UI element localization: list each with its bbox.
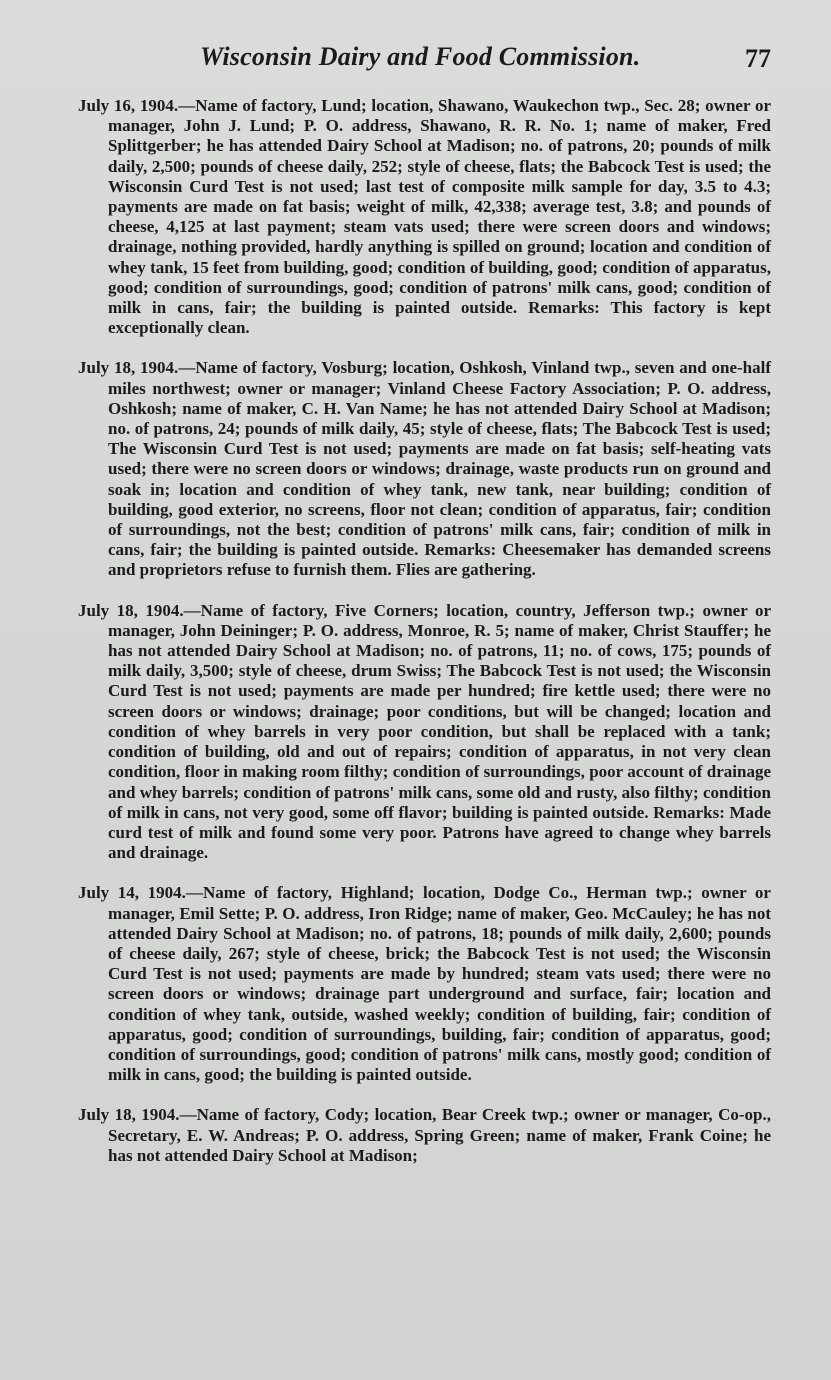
entry-date: July 18, 1904.	[78, 1105, 180, 1125]
entry-cody	[78, 1105, 771, 1166]
entry-date: July 18, 1904.	[78, 358, 179, 378]
entry-text: —Name of factory, Highland; location, Dodge Co., Herman twp.; owner or manager, Emil Sette; P. O. address, Iron Ridge; name of maker, Geo. McCauley; he has not attended Dairy School at Madison; no. of patrons, 18; pounds of milk daily, 2,600; pounds of cheese daily, 267; style of cheese, brick; the Babcock Test is not used; the Wisconsin Curd Test is not used; payments are made by hundred; steam vats used; there were no screen doors or windows; drainage part underground and surface, fair; location and condition of whey tank, outside, washed weekly; condition of building, fair; condition of apparatus, good; condition of surroundings, building, fair; condition of apparatus, good; condition of surroundings, good; condition of patrons' milk cans, mostly good; condition of milk in cans, good; the building is painted outside.	[108, 883, 771, 1085]
entry-highland	[78, 883, 771, 1085]
entry-lund	[78, 96, 771, 338]
entry-date: July 16, 1904.	[78, 96, 179, 115]
running-header: Wisconsin Dairy and Food Commission.	[200, 42, 641, 71]
entry-date: July 14, 1904.	[78, 883, 186, 903]
entry-date: July 18, 1904.	[78, 600, 184, 620]
entry-vosburg	[78, 358, 771, 580]
entry-text: —Name of factory, Cody; location, Bear Creek twp.; owner or manager, Co-op., Secretary, E. W. Andreas; P. O. address, Spring Green; name of maker, Frank Coine; he has not attended Dairy School at Madison;	[108, 1105, 771, 1165]
entry-text: —Name of factory, Five Corners; location, country, Jefferson twp.; owner or manager, John Deininger; P. O. address, Monroe, R. 5; name of maker, Christ Stauffer; he has not attended Dairy School at Madison; no. of patrons, 11; no. of cows, 175; pounds of milk daily, 3,500; style of cheese, drum Swiss; The Babcock Test is not used; the Wisconsin Curd Test is not used; payments are made per hundred; fire kettle used; there were no screen doors or windows; drainage; poor conditions, but will be changed; location and condition of whey barrels in very poor condition, but shall be replaced with a tank; condition of building, old and out of repairs; condition of apparatus, in not very clean condition, floor in making room filthy; condition of surroundings, poor account of drainage and whey barrels; condition of patrons' milk cans, some old and rusty, also filthy; condition of milk in cans, not very good, some off flavor; building is painted outside. Remarks: Made curd test of milk and found some very poor. Patrons have agreed to change whey barrels and drainage.	[108, 600, 771, 863]
entry-text: —Name of factory, Lund; location, Shawano, Waukechon twp., Sec. 28; owner or manager, John J. Lund; P. O. address, Shawano, R. R. No. 1; name of maker, Fred Splittgerber; he has attended Dairy School at Madison; no. of patrons, 20; pounds of milk daily, 2,500; pounds of cheese daily, 252; style of cheese, flats; the Babcock Test is used; the Wisconsin Curd Test is not used; last test of composite milk sample for day, 3.5 to 4.3; payments are made on fat basis; weight of milk, 42,338; average test, 3.8; and pounds of cheese, 4,125 at last payment; steam vats used; there were screen doors and windows; drainage, nothing provided, hardly anything is spilled on ground; location and condition of whey tank, 15 feet from building, good; condition of building, good; condition of apparatus, good; condition of surroundings, good; condition of patrons' milk cans, good; condition of milk in cans, fair; the building is painted outside. Remarks: This factory is kept exceptionally clean.	[108, 96, 771, 338]
page-number: 77	[745, 44, 771, 73]
entries-list	[78, 96, 771, 1166]
entry-text: —Name of factory, Vosburg; location, Oshkosh, Vinland twp., seven and one-half miles northwest; owner or manager; Vinland Cheese Factory Association; P. O. address, Oshkosh; name of maker, C. H. Van Name; he has not attended Dairy School at Madison; no. of patrons, 24; pounds of milk daily, 45; style of cheese, flats; The Babcock Test is used; The Wisconsin Curd Test is not used; payments are made on fat basis; self-heating vats used; there were no screen doors or windows; drainage, waste products run on ground and soak in; location and condition of whey tank, new tank, near building; condition of building, good exterior, no screens, floor not clean; condition of apparatus, fair; condition of surroundings, not the best; condition of patrons' milk cans, fair; condition of milk in cans, fair; the building is painted outside. Remarks: Cheesemaker has demanded screens and proprietors refuse to furnish them. Flies are gathering.	[108, 358, 771, 580]
entry-five-corners	[78, 601, 771, 864]
